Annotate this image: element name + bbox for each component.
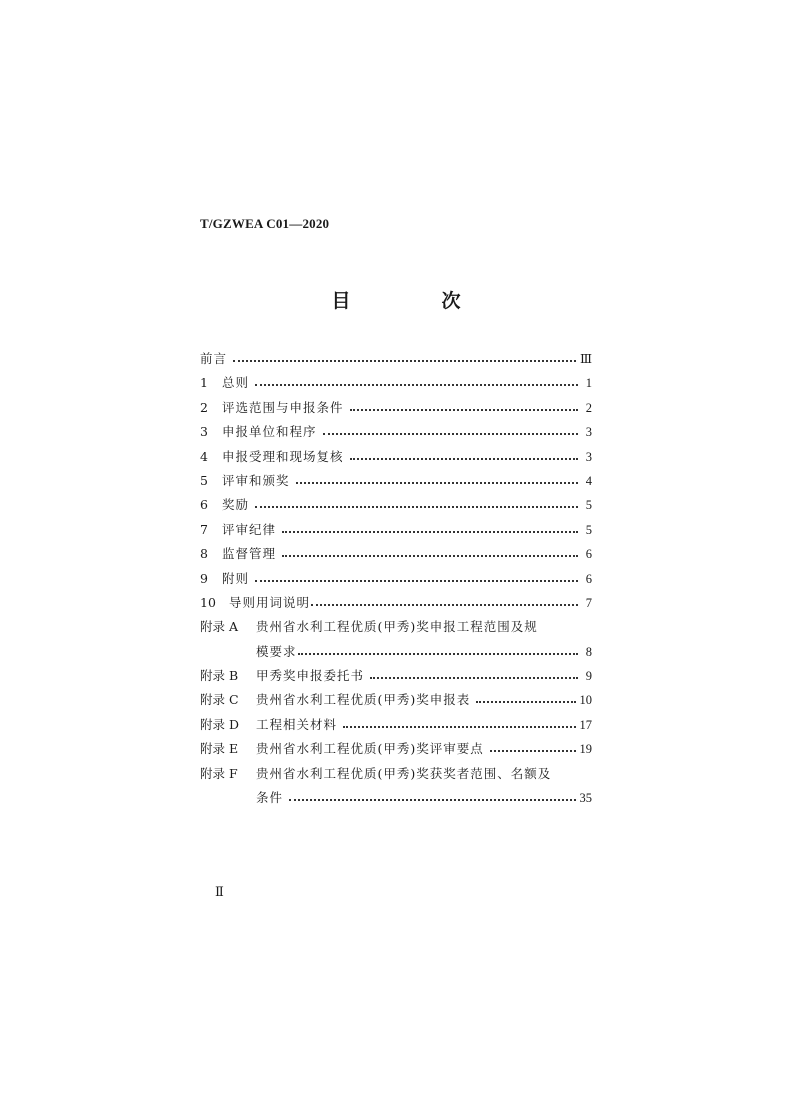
toc-entry-number: 附录 B bbox=[200, 668, 239, 684]
toc-entry-text: 总则 bbox=[222, 375, 250, 391]
toc-entry-8[interactable] bbox=[200, 542, 592, 566]
toc-entry-page: 17 bbox=[579, 717, 592, 732]
toc-entry-page: 3 bbox=[585, 425, 592, 440]
toc-entry-page: 2 bbox=[585, 400, 592, 415]
toc-entry-3[interactable] bbox=[200, 420, 592, 444]
toc-entry-number: 附录 D bbox=[200, 716, 239, 732]
toc-entry-text: 评选范围与申报条件 bbox=[222, 399, 344, 415]
toc-entry-number: 3 bbox=[200, 424, 208, 440]
toc-entry-page: 19 bbox=[579, 742, 592, 757]
toc-entry-text: 贵州省水利工程优质(甲秀)奖获奖者范围、名额及 bbox=[256, 765, 552, 781]
toc-entry-number: 2 bbox=[200, 399, 208, 415]
toc-entry-page: 35 bbox=[579, 791, 592, 806]
toc-entry-page: 1 bbox=[585, 376, 592, 391]
toc-entry-appendix-f[interactable] bbox=[200, 762, 592, 786]
toc-entry-number: 附录 F bbox=[200, 765, 238, 781]
toc-leader-dots bbox=[289, 786, 575, 810]
toc-entry-page: 7 bbox=[585, 595, 592, 610]
toc-entry-text: 评审纪律 bbox=[222, 521, 277, 537]
toc-entry-text: 贵州省水利工程优质(甲秀)奖申报工程范围及规 bbox=[256, 619, 538, 635]
toc-entry-number: 5 bbox=[200, 472, 208, 488]
toc-entry-text: 导则用词说明 bbox=[229, 594, 311, 610]
toc-entry-number: 附录 E bbox=[200, 741, 239, 757]
toc-entry-number: 6 bbox=[200, 497, 208, 513]
toc-entry-appendix-c[interactable] bbox=[200, 688, 592, 712]
toc-leader-dots bbox=[255, 567, 578, 591]
toc-entry-preface[interactable] bbox=[200, 347, 592, 371]
toc-entry-page: 4 bbox=[585, 473, 592, 488]
toc-entry-number: 9 bbox=[200, 570, 208, 586]
toc-leader-dots bbox=[350, 445, 578, 469]
table-of-contents bbox=[200, 347, 592, 810]
toc-entry-text: 奖励 bbox=[222, 497, 250, 513]
toc-entry-7[interactable] bbox=[200, 518, 592, 542]
toc-leader-dots bbox=[282, 518, 578, 542]
toc-entry-appendix-e[interactable] bbox=[200, 737, 592, 761]
toc-entry-number: 1 bbox=[200, 375, 208, 391]
toc-entry-text: 申报受理和现场复核 bbox=[222, 448, 344, 464]
toc-entry-number: 附录 C bbox=[200, 692, 239, 708]
toc-leader-dots bbox=[476, 688, 575, 712]
toc-entry-page: 10 bbox=[579, 693, 592, 708]
toc-entry-5[interactable] bbox=[200, 469, 592, 493]
toc-entry-page: Ⅲ bbox=[579, 352, 592, 366]
toc-entry-10[interactable] bbox=[200, 591, 592, 615]
toc-entry-text: 监督管理 bbox=[222, 546, 277, 562]
toc-entry-appendix-a[interactable] bbox=[200, 615, 592, 639]
toc-entry-text: 甲秀奖申报委托书 bbox=[256, 668, 365, 684]
document-code: T/GZWEA C01—2020 bbox=[200, 216, 330, 231]
toc-entry-page: 8 bbox=[585, 644, 592, 659]
toc-leader-dots bbox=[343, 713, 575, 737]
toc-entry-number: 7 bbox=[200, 521, 208, 537]
toc-entry-appendix-a-continued[interactable] bbox=[200, 640, 592, 664]
toc-entry-number: 10 bbox=[200, 594, 216, 610]
toc-entry-number: 附录 A bbox=[200, 619, 239, 635]
page-title: 目 次 bbox=[331, 290, 497, 312]
toc-entry-page: 6 bbox=[585, 571, 592, 586]
toc-leader-dots bbox=[298, 640, 578, 664]
toc-entry-appendix-d[interactable] bbox=[200, 713, 592, 737]
toc-leader-dots bbox=[370, 664, 578, 688]
toc-leader-dots bbox=[255, 493, 578, 517]
toc-entry-text: 贵州省水利工程优质(甲秀)奖申报表 bbox=[256, 692, 471, 708]
toc-entry-2[interactable] bbox=[200, 396, 592, 420]
toc-leader-dots bbox=[255, 371, 578, 395]
toc-leader-dots bbox=[282, 542, 578, 566]
toc-leader-dots bbox=[311, 591, 578, 615]
toc-entry-page: 9 bbox=[585, 669, 592, 684]
toc-leader-dots bbox=[350, 396, 578, 420]
toc-entry-page: 3 bbox=[585, 449, 592, 464]
toc-entry-text: 贵州省水利工程优质(甲秀)奖评审要点 bbox=[256, 741, 484, 757]
toc-leader-dots bbox=[323, 420, 578, 444]
toc-entry-text: 申报单位和程序 bbox=[222, 424, 317, 440]
toc-entry-page: 6 bbox=[585, 547, 592, 562]
toc-entry-text: 前言 bbox=[200, 351, 228, 366]
toc-entry-number: 8 bbox=[200, 546, 208, 562]
toc-entry-4[interactable] bbox=[200, 445, 592, 469]
toc-leader-dots bbox=[296, 469, 578, 493]
toc-entry-text: 附则 bbox=[222, 570, 250, 586]
toc-entry-text: 工程相关材料 bbox=[256, 716, 338, 732]
toc-leader-dots bbox=[233, 347, 576, 371]
toc-entry-appendix-f-continued[interactable] bbox=[200, 786, 592, 810]
toc-entry-text: 评审和颁奖 bbox=[222, 472, 290, 488]
toc-entry-appendix-b[interactable] bbox=[200, 664, 592, 688]
toc-entry-page: 5 bbox=[585, 522, 592, 537]
toc-entry-6[interactable] bbox=[200, 493, 592, 517]
toc-entry-9[interactable] bbox=[200, 567, 592, 591]
toc-entry-page: 5 bbox=[585, 498, 592, 513]
toc-entry-text-continued: 模要求 bbox=[256, 643, 297, 659]
toc-entry-number: 4 bbox=[200, 448, 208, 464]
toc-entry-text-continued: 条件 bbox=[256, 790, 284, 806]
toc-entry-1[interactable] bbox=[200, 371, 592, 395]
toc-leader-dots bbox=[490, 737, 576, 761]
page-number: Ⅱ bbox=[215, 884, 224, 899]
